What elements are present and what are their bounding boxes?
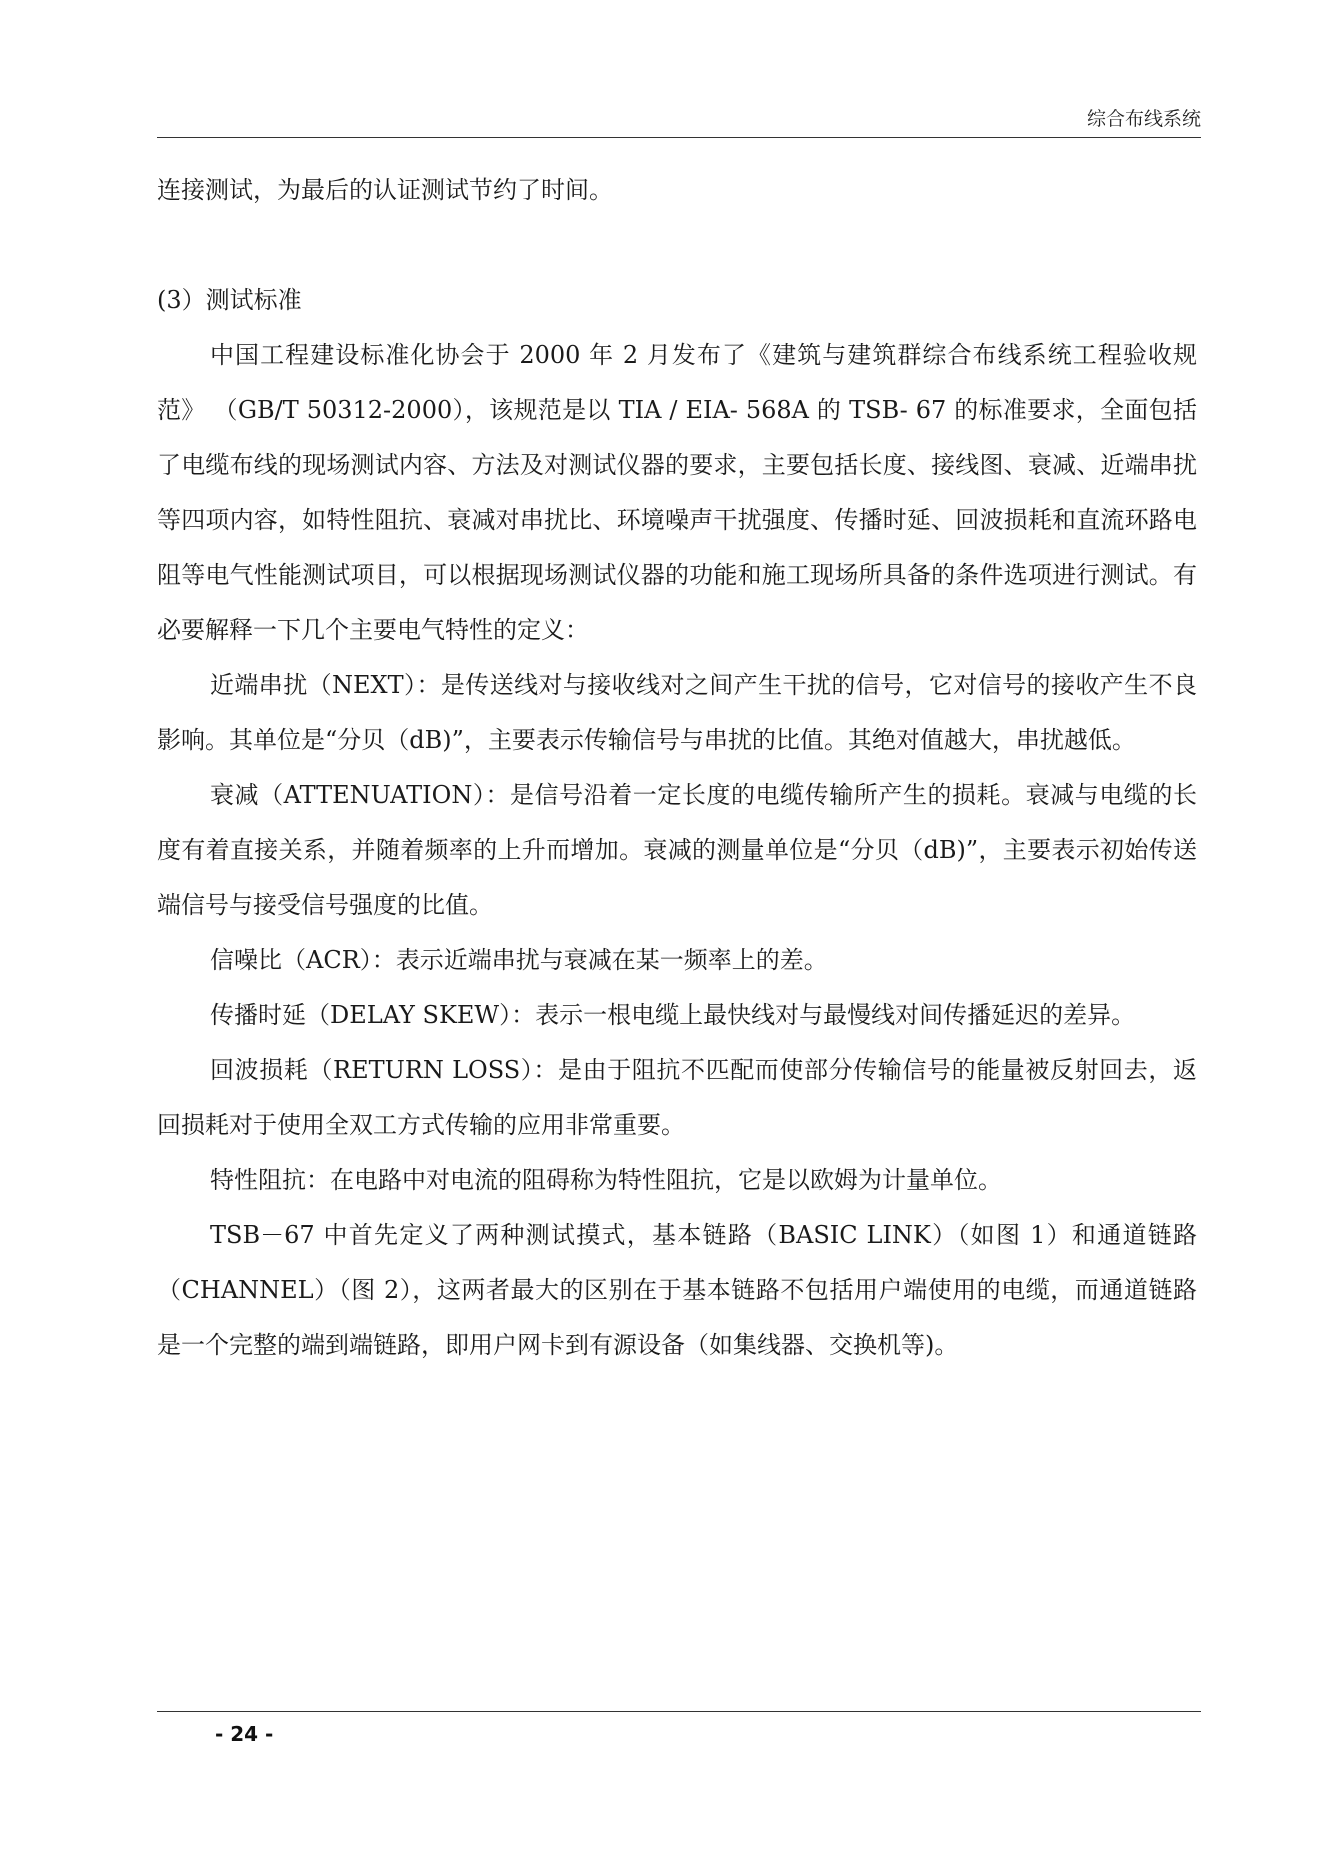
paragraph-continuation: 连接测试，为最后的认证测试节约了时间。 xyxy=(157,176,613,204)
page-header xyxy=(157,0,1201,138)
header-title: 综合布线系统 xyxy=(1086,108,1201,130)
paragraph-delay-skew: 传播时延（DELAY SKEW）：表示一根电缆上最快线对与最慢线对间传播延迟的差异。 xyxy=(210,1001,1136,1029)
paragraph-standard-intro: 中国工程建设标准化协会于 2000 年 2 月发布了《建筑与建筑群综合布线系统工程验收规范》 （GB/T 50312-2000），该规范是以 TIA / EIA- 568A 的 TSB- 67 的标准要求，全面包括了电缆布线的现场测试内容、方法及对测试仪器的要求，主要包括长度、接线图、衰减、近端串扰等四项内容，如特性阻抗、衰减对串扰比、环境噪声干扰强度、传播时延、回波损耗和直流环路电阻等电气性能测试项目，可以根据现场测试仪器的功能和施工现场所具备的条件选项进行测试。有必要解释一下几个主要电气特性的定义： xyxy=(157,341,1197,644)
paragraph-tsb67: TSB－67 中首先定义了两种测试摸式，基本链路（BASIC LINK）（如图 1）和通道链路（CHANNEL）（图 2），这两者最大的区别在于基本链路不包括用户端使用的电缆，而通道链路是一个完整的端到端链路，即用户网卡到有源设备（如集线器、交换机等)。 xyxy=(157,1221,1197,1359)
section-heading: (3）测试标准 xyxy=(157,286,302,314)
document-body xyxy=(157,163,1197,1373)
paragraph-attenuation: 衰减（ATTENUATION）：是信号沿着一定长度的电缆传输所产生的损耗。衰减与电缆的长度有着直接关系，并随着频率的上升而增加。衰减的测量单位是“分贝（dB)”，主要表示初始传送端信号与接受信号强度的比值。 xyxy=(157,781,1197,919)
paragraph-acr: 信噪比（ACR）：表示近端串扰与衰减在某一频率上的差。 xyxy=(210,946,828,974)
paragraph-return-loss: 回波损耗（RETURN LOSS）：是由于阻抗不匹配而使部分传输信号的能量被反射回去，返回损耗对于使用全双工方式传输的应用非常重要。 xyxy=(157,1056,1197,1139)
paragraph-impedance: 特性阻抗：在电路中对电流的阻碍称为特性阻抗，它是以欧姆为计量单位。 xyxy=(210,1166,1002,1194)
paragraph-next: 近端串扰（NEXT）：是传送线对与接收线对之间产生干扰的信号，它对信号的接收产生不良影响。其单位是“分贝（dB)”，主要表示传输信号与串扰的比值。其绝对值越大，串扰越低。 xyxy=(157,671,1197,754)
page-footer xyxy=(157,1711,1201,1746)
page-number: - 24 - xyxy=(215,1722,274,1746)
